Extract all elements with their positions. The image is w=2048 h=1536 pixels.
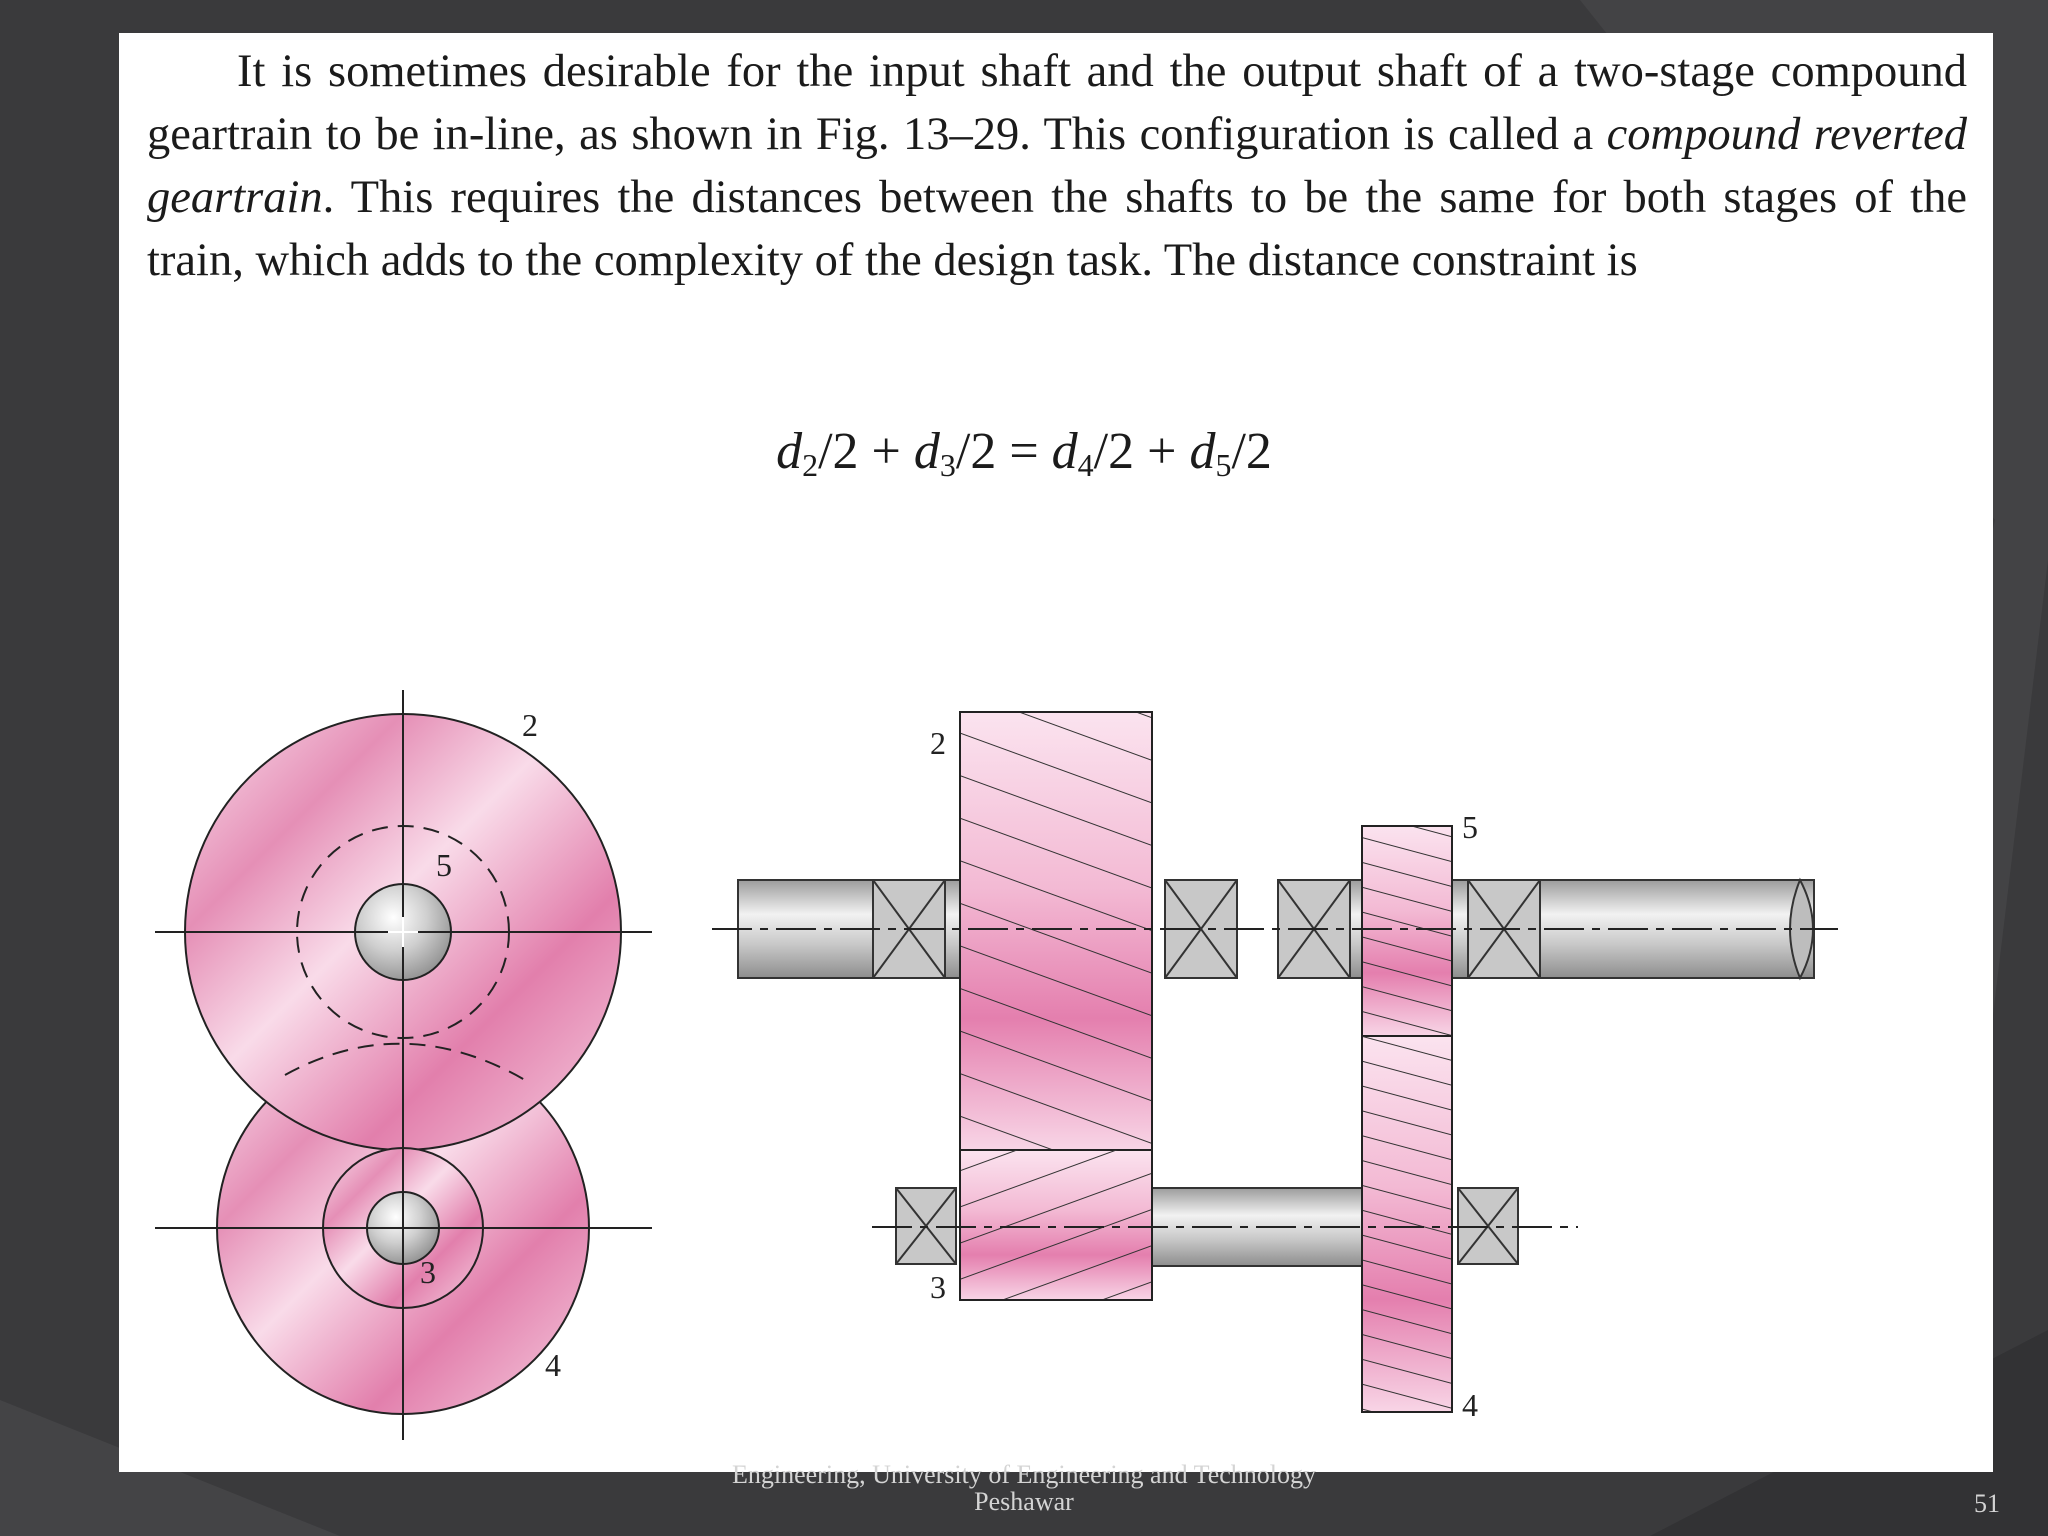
footer-text <box>624 1461 1424 1515</box>
eq-sub: 4 <box>1077 447 1094 483</box>
front-label-2: 2 <box>522 707 538 743</box>
eq-op: /2 + <box>1093 423 1190 480</box>
eq-d: d <box>1051 423 1078 480</box>
eq-d: d <box>776 423 803 480</box>
page-number: 51 <box>1974 1489 2000 1518</box>
eq-op: /2 <box>1231 423 1272 480</box>
paragraph-italic-term: compound reverted geartrain <box>147 109 1967 223</box>
side-label-3: 3 <box>930 1269 946 1305</box>
paragraph-text-2: . This requires the distances between the shafts to be the same for both stages of the train, which adds to the complexity of the design task. The distance constraint is <box>147 172 1967 286</box>
front-label-3: 3 <box>420 1254 436 1290</box>
eq-sub: 5 <box>1215 447 1232 483</box>
eq-op: /2 + <box>818 423 914 480</box>
eq-d: d <box>1189 423 1216 480</box>
eq-sub: 2 <box>802 447 819 483</box>
paragraph-text-1: It is sometimes desirable for the input shaft and the output shaft of a two-stage compound geartrain to be in-line, as shown in Fig. 13–29. This configuration is called a <box>147 46 1967 160</box>
side-label-5: 5 <box>1462 809 1478 845</box>
eq-op: /2 = <box>955 423 1052 480</box>
eq-sub: 3 <box>939 447 956 483</box>
footer-line-1: Engineering, University of Engineering and Technology <box>732 1460 1316 1489</box>
side-label-2: 2 <box>930 725 946 761</box>
front-view <box>155 690 652 1440</box>
front-label-5: 5 <box>436 847 452 883</box>
side-view <box>712 712 1838 1423</box>
front-label-4: 4 <box>545 1347 561 1383</box>
eq-d: d <box>913 423 940 480</box>
footer-line-2: Peshawar <box>974 1487 1074 1516</box>
side-label-4: 4 <box>1462 1387 1478 1423</box>
